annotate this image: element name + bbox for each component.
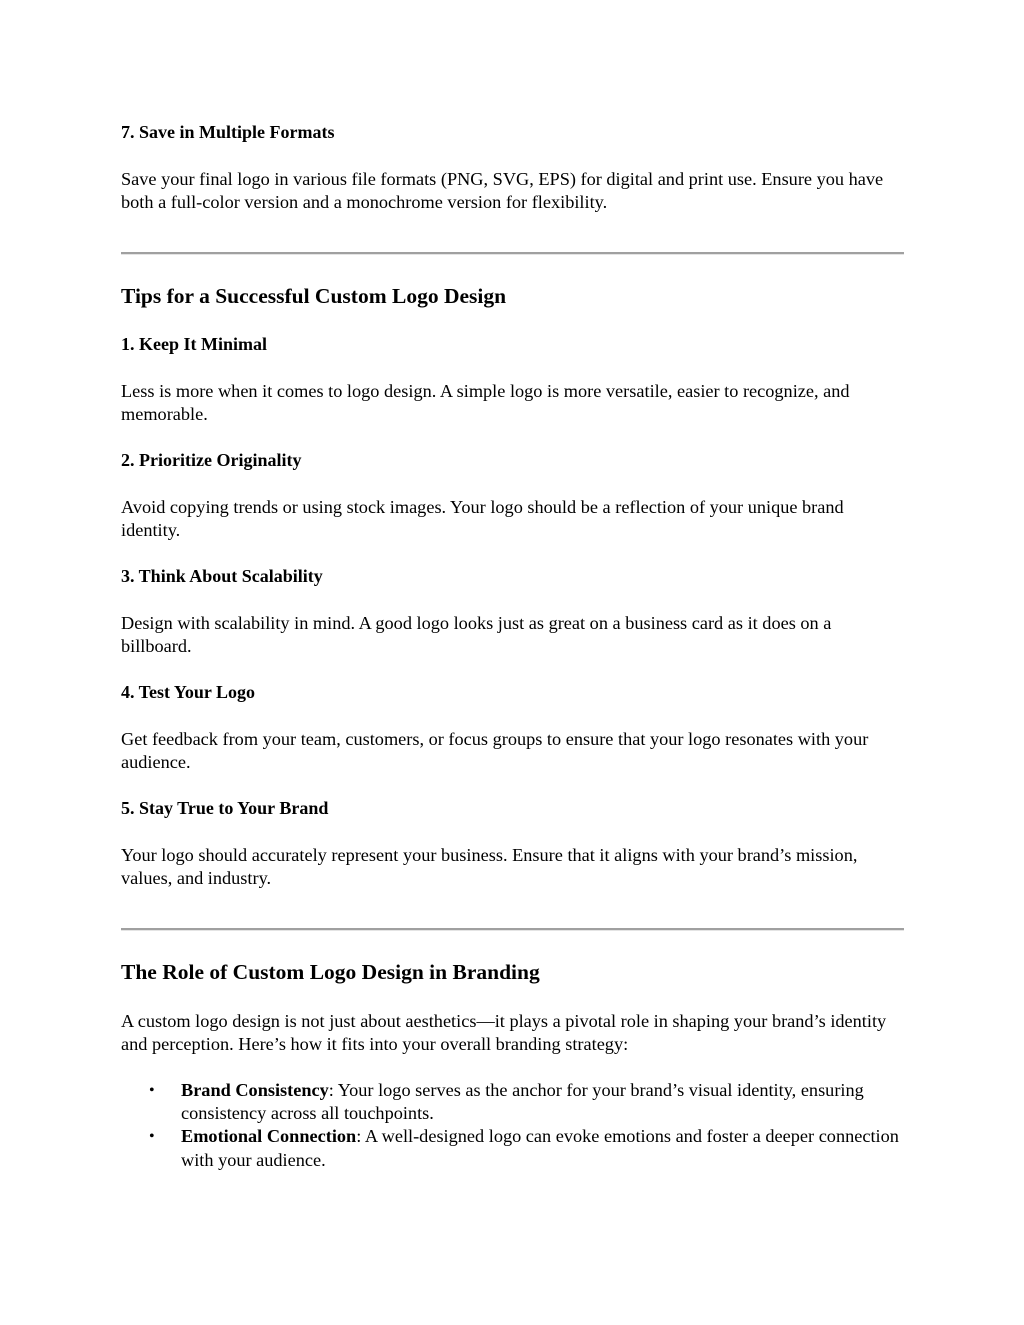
role-intro: A custom logo design is not just about aesthetics—it plays a pivotal role in shaping your brand’s identity and perception. Here’s how it fits into your overall branding strategy: xyxy=(121,1011,887,1055)
list-item xyxy=(121,1079,904,1125)
tip-heading-2: 2. Prioritize Originality xyxy=(121,450,302,470)
tip-body-1: Less is more when it comes to logo design. A simple logo is more versatile, easier to recognize, and memorable. xyxy=(121,381,850,425)
tip-body-5: Your logo should accurately represent your business. Ensure that it aligns with your brand’s mission, values, and industry. xyxy=(121,845,858,889)
list-item-term: Brand Consistency xyxy=(181,1080,329,1100)
role-title: The Role of Custom Logo Design in Branding xyxy=(121,960,540,984)
horizontal-rule xyxy=(121,928,904,931)
section-heading-save-formats: 7. Save in Multiple Formats xyxy=(121,122,335,142)
tip-body-3: Design with scalability in mind. A good logo looks just as great on a business card as it does on a billboard. xyxy=(121,613,832,657)
horizontal-rule xyxy=(121,252,904,255)
tip-body-2: Avoid copying trends or using stock images. Your logo should be a reflection of your unique brand identity. xyxy=(121,497,844,541)
tip-heading-3: 3. Think About Scalability xyxy=(121,566,323,586)
list-item-text: : Your logo serves as the anchor for your brand’s visual identity, ensuring consistency across all touchpoints. xyxy=(181,1080,864,1124)
role-bullet-list xyxy=(121,1079,904,1172)
tip-heading-5: 5. Stay True to Your Brand xyxy=(121,798,329,818)
tip-heading-1: 1. Keep It Minimal xyxy=(121,334,267,354)
bullet-icon: • xyxy=(149,1082,155,1099)
list-item xyxy=(121,1125,904,1171)
list-item-term: Emotional Connection xyxy=(181,1126,357,1147)
tip-heading-4: 4. Test Your Logo xyxy=(121,682,256,702)
tip-body-4: Get feedback from your team, customers, or focus groups to ensure that your logo resonates with your audience. xyxy=(121,729,869,773)
bullet-icon: • xyxy=(149,1128,155,1146)
tips-title: Tips for a Successful Custom Logo Design xyxy=(121,284,507,308)
list-item-text: : A well-designed logo can evoke emotions and foster a deeper connection with your audience. xyxy=(181,1126,899,1170)
section-body-save-formats: Save your final logo in various file formats (PNG, SVG, EPS) for digital and print use. Ensure you have both a full-color version and a monochrome version for flexibility. xyxy=(121,169,884,213)
